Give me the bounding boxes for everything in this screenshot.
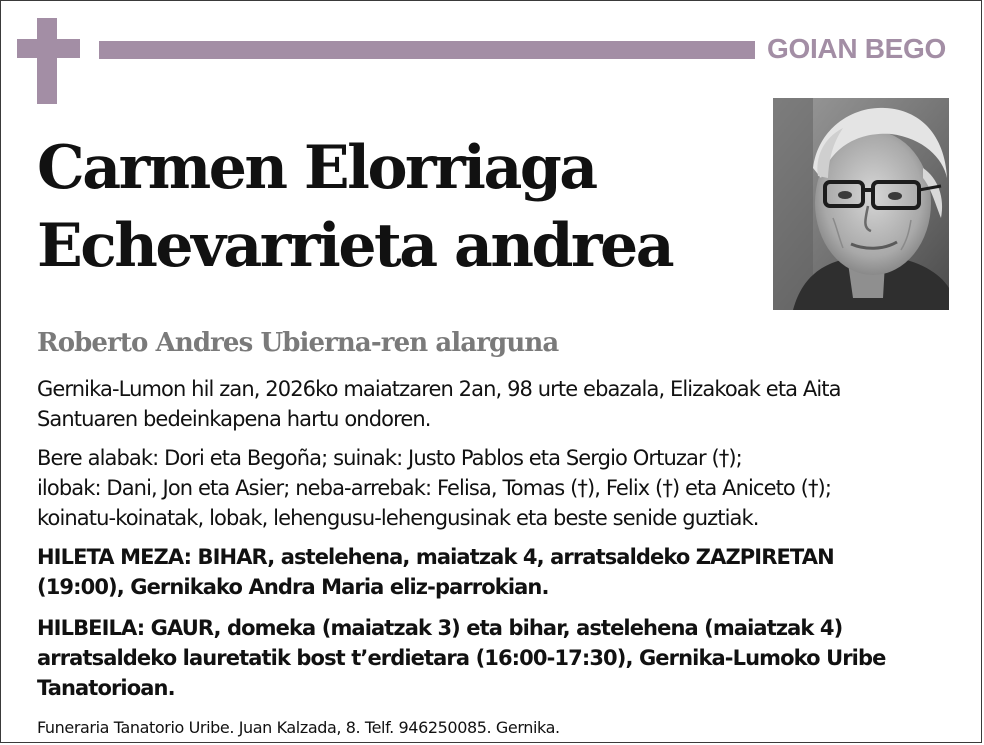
wake-paragraph bbox=[37, 613, 962, 703]
wake-line: arratsaldeko lauretatik bost t’erdietara (16:00-17:30), Gernika-Lumoko Uribe bbox=[37, 646, 886, 670]
latin-cross-icon bbox=[17, 18, 81, 104]
funeral-mass-paragraph bbox=[37, 542, 962, 602]
deceased-name bbox=[37, 129, 672, 285]
deceased-name-line-2: Echevarrieta andrea bbox=[37, 211, 673, 281]
funeral-mass-line: HILETA MEZA: BIHAR, astelehena, maiatzak 4, arratsaldeko ZAZPIRETAN bbox=[37, 545, 834, 569]
family-line: ilobak: Dani, Jon eta Asier; neba-arrebak: Felisa, Tomas (†), Felix (†) eta Aniceto (†); bbox=[37, 476, 832, 500]
subtitle-widow-of: Roberto Andres Ubierna-ren alarguna bbox=[37, 328, 559, 358]
deceased-name-line-1: Carmen Elorriaga bbox=[37, 133, 596, 203]
funeral-mass-line: (19:00), Gernikako Andra Maria eliz-parrokian. bbox=[37, 575, 549, 599]
location-label: GOIAN BEGO bbox=[766, 33, 946, 64]
family-line: Bere alabak: Dori eta Begoña; suinak: Justo Pablos eta Sergio Ortuzar (†); bbox=[37, 446, 742, 470]
death-notice-line: Gernika-Lumon hil zan, 2026ko maiatzaren 2an, 98 urte ebazala, Elizakoak eta Aita bbox=[37, 377, 841, 401]
family-line: koinatu-koinatak, lobak, lehengusu-lehengusinak eta beste senide guztiak. bbox=[37, 506, 759, 530]
death-notice-paragraph bbox=[37, 374, 962, 434]
funeral-home-footer: Funeraria Tanatorio Uribe. Juan Kalzada, 8. Telf. 946250085. Gernika. bbox=[37, 718, 560, 737]
family-paragraph bbox=[37, 443, 962, 533]
wake-line: Tanatorioan. bbox=[37, 676, 175, 700]
portrait-photo bbox=[773, 98, 949, 310]
header-rule bbox=[99, 41, 755, 59]
death-notice-line: Santuaren bedeinkapena hartu ondoren. bbox=[37, 407, 431, 431]
wake-line: HILBEILA: GAUR, domeka (maiatzak 3) eta bihar, astelehena (maiatzak 4) bbox=[37, 616, 843, 640]
